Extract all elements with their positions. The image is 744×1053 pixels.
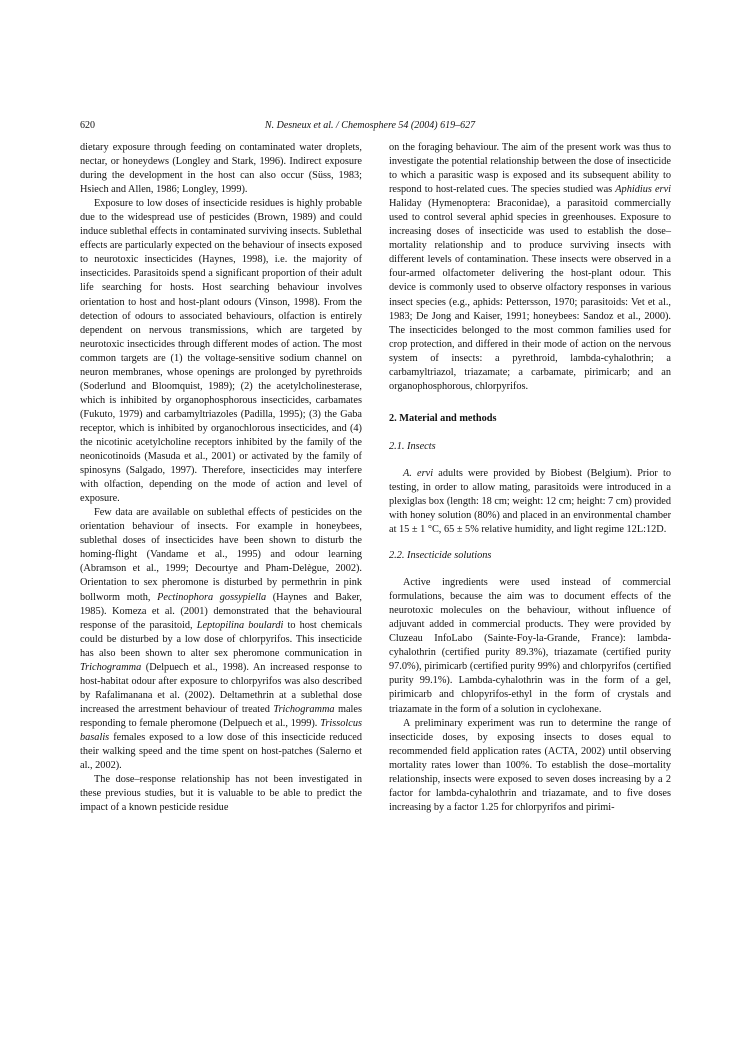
species-name: Trissolcus basalis [80, 717, 362, 743]
section-heading: 2. Material and methods [389, 412, 497, 424]
subsection-heading: 2.1. Insects [389, 440, 436, 452]
paragraph: The dose–response relationship has not been investigated in these previous studies, but it is valuable to be able to predict the impact of a known pesticide residue [80, 774, 362, 814]
species-name: Trichogramma [80, 661, 142, 673]
paragraph: A preliminary experiment was run to determine the range of insecticide doses, by exposing insects to doses equal to recommended field application rates (ACTA, 2002) until observing mortality rates lower than 100%. To establish the dose–mortality relationship, insects were exposed to seven doses increasing by a 2 factor for lambda-cyhalothrin and triazamate, and to five doses increasing by a factor 1.25 for chlorpyrifos and pirimi- [389, 717, 671, 813]
species-name: Leptopilina boulardi [196, 619, 284, 631]
paragraph: Active ingredients were used instead of commercial formulations, because the aim was to document effects of the neurotoxic molecules on the behaviour, without influence of adjuvant added in commercial products. They were provided by Cluzeau InfoLabo (Sainte-Foy-la-Grande, France): lambda-cyhalothrin (certified purity 89.3%), triazamate (certified purity 97.0%), pirimicarb (certified purity 99%) and chlorpyrifos (certified purity 99.1%). Lambda-cyhalothrin was in the form of a gel, pirimicarb and chlopyrifos-ethyl in the form of crystals and triazamate in the form of a solution in cyclohexane. [389, 577, 671, 715]
species-name: Trichogramma [273, 703, 335, 715]
right-column [389, 141, 671, 815]
subsection-heading: 2.2. Insecticide solutions [389, 550, 492, 562]
journal-citation: N. Desneux et al. / Chemosphere 54 (2004) 619–627 [264, 120, 476, 131]
species-name: Pectinophora gossypiella [157, 591, 267, 603]
species-name: Aphidius ervi [615, 184, 671, 196]
paragraph: dietary exposure through feeding on contaminated water droplets, nectar, or honeydews (Longley and Stark, 1996). Indirect exposure during the development in the host can also occur (Süss, 1983; Hsiech and Allen, 1986; Longley, 1999). [80, 142, 362, 196]
paragraph: A. ervi adults were provided by Biobest (Belgium). Prior to testing, in order to allow mating, parasitoids were introduced in a plexiglas box (length: 18 cm; weight: 12 cm; height: 7 cm) provided with honey solution (80%) and placed in an environmental chamber at 15 ± 1 °C, 65 ± 5% relative humidity, and light regime 12L:12D. [389, 467, 671, 536]
page-number: 620 [80, 120, 95, 131]
species-name: A. ervi [403, 467, 434, 479]
paragraph: Exposure to low doses of insecticide residues is highly probable due to the widespread use of pesticides (Brown, 1989) and could induce sublethal effects in contaminated surviving insects. Sublethal effects are particularly expected on the behaviour of insects exposed to neurotoxic insecticides (Haynes, 1998), i.e. the majority of insecticides. Parasitoids spend a significant proportion of their adult life searching for hosts. Host searching behaviour involves orientation to host and host-plant odours (Vinson, 1998). From the detection of odours to associated behaviours, olfaction is entirely dependent on nervous transmissions, which are targeted by neurotoxic insecticides through different modes of action. The most common targets are (1) the voltage-sensitive sodium channel on neuron membranes, whose openings are prolonged by pyrethroids (Soderlund and Bloomquist, 1989); (2) the acetylcholinesterase, which is inhibited by organophosphorous insecticides, carbamates (Fukuto, 1979) and carbamyltriazoles (Padilla, 1995); (3) the Gaba receptor, which is inhibited by organochlorous insecticides, and (4) the nicotinic acetylcholine receptors inhibited by the family of the neonicotinoids (Masuda et al., 2001) or activated by the family of spinosyns (Salgado, 1997). Therefore, insecticides may interfere with olfaction, depending on the mode of action and level of exposure. [80, 198, 362, 505]
paragraph: on the foraging behaviour. The aim of the present work was thus to investigate the potential relationship between the dose of insecticide to which a parasitic wasp is exposed and its subsequent ability to respond to host-related cues. The species studied was Aphidius ervi Haliday (Hymenoptera: Braconidae), a parasitoid commercially used to control several aphid species in greenhouses. Exposure to increasing doses of insecticide was used to establish the dose–mortality relationship and to produce surviving insects with different levels of contamination. These insects were observed in a four-armed olfactometer delivering the host-plant odour. This device is commonly used to observe olfactory responses in various insect species (e.g., aphids: Pettersson, 1970; parasitoids: Vet et al., 1983; De Jong and Kaiser, 1991; honeybees: Sandoz et al., 2000). The insecticides belonged to the most common families used for crop protection, and differed in their mode of action on the nervous system of insects: a pyrethroid, lambda-cyhalothrin; a carbamyltriazol, triazamate; a carbamate, pirimicarb; and an organophosphorous, chlorpyrifos. [389, 142, 671, 392]
paragraph: Few data are available on sublethal effects of pesticides on the orientation behaviour of insects. For example in honeybees, sublethal doses of insecticides have been shown to disturb the homing-flight (Vandame et al., 1995) and odour learning (Abramson et al., 1999; Decourtye and Pham-Delègue, 2002). Orientation to sex pheromone is disturbed by permethrin in pink bollworm moth, Pectinophora gossypiella (Haynes and Baker, 1985). Komeza et al. (2001) demonstrated that the behavioural response of the parasitoid, Leptopilina boulardi to host chemicals could be disturbed by a low dose of chlorpyrifos. This insecticide has also been shown to alter sex pheromone communication in Trichogramma (Delpuech et al., 1998). An increased response to host-habitat odour after exposure to chlorpyrifos was also described by Rafalimanana et al. (2002). Deltamethrin at a sublethal dose increased the arrestment behaviour of treated Trichogramma males responding to female pheromone (Delpuech et al., 1999). Trissolcus basalis females exposed to a low dose of this insecticide reduced their walking speed and the time spent on host-patches (Salerno et al., 2002). [80, 507, 362, 772]
left-column [80, 141, 362, 815]
running-header [80, 120, 660, 136]
